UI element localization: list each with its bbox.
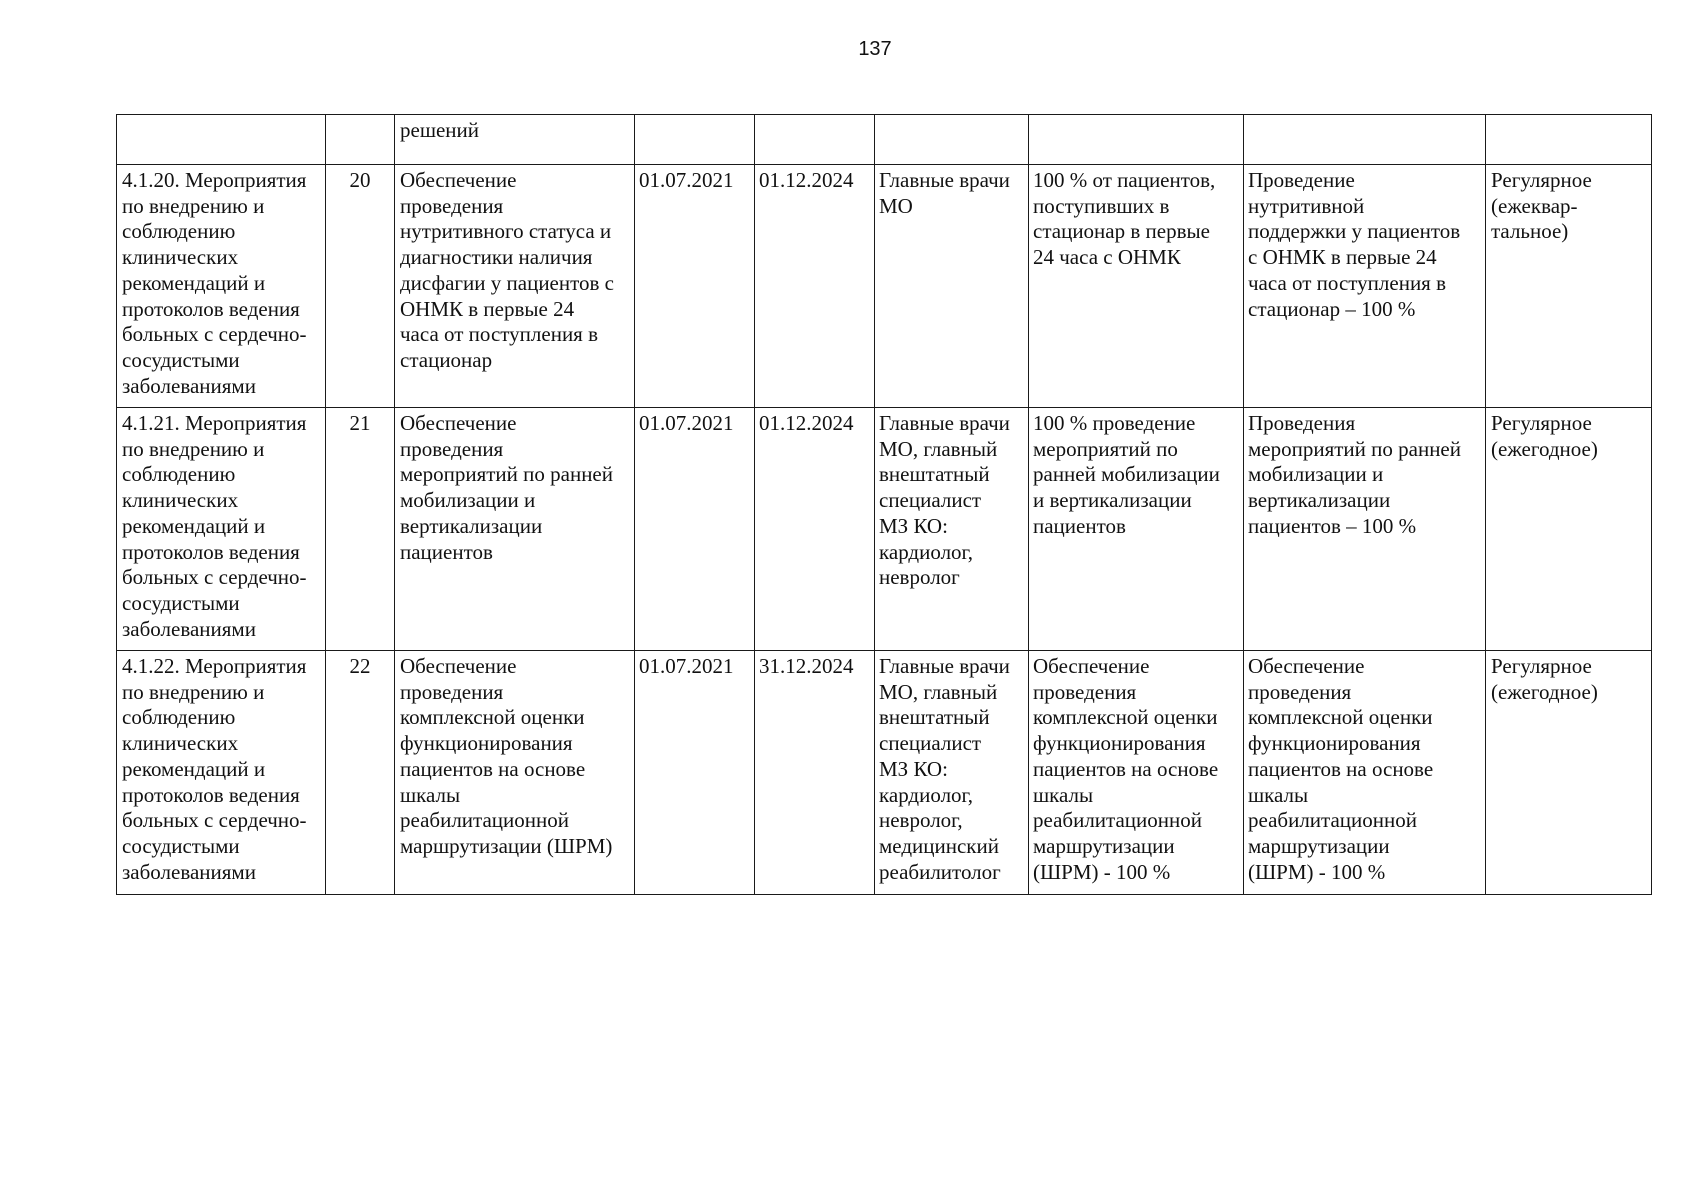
task-number-cell: 20 <box>326 165 395 408</box>
start-date-cell: 01.07.2021 <box>635 408 755 651</box>
result-cell: Обеспечение проведения комплексной оценки функционирования пациентов на основе шкалы реабилитационной маршрутизации (ШРМ) - 100 % <box>1244 651 1486 895</box>
task-number-cell: 21 <box>326 408 395 651</box>
task-name-cell: 4.1.20. Мероприятия по внедрению и соблюдению клинических рекомендаций и протоколов ведения больных с сердечно- сосудистыми заболеваниями <box>117 165 326 408</box>
periodicity-cell: Регулярное (ежегодное) <box>1486 651 1652 895</box>
result-cell: Проведение нутритивной поддержки у пациентов с ОНМК в первые 24 часа от поступления в стационар – 100 % <box>1244 165 1486 408</box>
indicator-cell <box>1029 115 1244 165</box>
executors-cell: Главные врачи МО <box>875 165 1029 408</box>
activities-table <box>116 114 1652 895</box>
task-name-cell: 4.1.21. Мероприятия по внедрению и соблюдению клинических рекомендаций и протоколов ведения больных с сердечно- сосудистыми заболеваниями <box>117 408 326 651</box>
task-description-cell: решений <box>395 115 635 165</box>
executors-cell: Главные врачи МО, главный внештатный специалист МЗ КО: кардиолог, невролог, медицинский реабилитолог <box>875 651 1029 895</box>
result-cell <box>1244 115 1486 165</box>
start-date-cell <box>635 115 755 165</box>
end-date-cell: 31.12.2024 <box>755 651 875 895</box>
indicator-cell: 100 % проведение мероприятий по ранней мобилизации и вертикализации пациентов <box>1029 408 1244 651</box>
executors-cell: Главные врачи МО, главный внештатный специалист МЗ КО: кардиолог, невролог <box>875 408 1029 651</box>
end-date-cell <box>755 115 875 165</box>
indicator-cell: Обеспечение проведения комплексной оценки функционирования пациентов на основе шкалы реабилитационной маршрутизации (ШРМ) - 100 % <box>1029 651 1244 895</box>
task-description-cell: Обеспечение проведения мероприятий по ранней мобилизации и вертикализации пациентов <box>395 408 635 651</box>
periodicity-cell <box>1486 115 1652 165</box>
executors-cell <box>875 115 1029 165</box>
start-date-cell: 01.07.2021 <box>635 165 755 408</box>
task-name-cell: 4.1.22. Мероприятия по внедрению и соблюдению клинических рекомендаций и протоколов ведения больных с сердечно- сосудистыми заболеваниями <box>117 651 326 895</box>
result-cell: Проведения мероприятий по ранней мобилизации и вертикализации пациентов – 100 % <box>1244 408 1486 651</box>
task-number-cell <box>326 115 395 165</box>
page-number: 137 <box>858 38 892 60</box>
task-description-cell: Обеспечение проведения комплексной оценки функционирования пациентов на основе шкалы реабилитационной маршрутизации (ШРМ) <box>395 651 635 895</box>
end-date-cell: 01.12.2024 <box>755 408 875 651</box>
periodicity-cell: Регулярное (ежегодное) <box>1486 408 1652 651</box>
task-description-cell: Обеспечение проведения нутритивного статуса и диагностики наличия дисфагии у пациентов с ОНМК в первые 24 часа от поступления в стационар <box>395 165 635 408</box>
task-number-cell: 22 <box>326 651 395 895</box>
table-row <box>117 115 1652 165</box>
table-row <box>117 165 1652 408</box>
table-row <box>117 408 1652 651</box>
end-date-cell: 01.12.2024 <box>755 165 875 408</box>
table-row <box>117 651 1652 895</box>
periodicity-cell: Регулярное (ежеквар- тальное) <box>1486 165 1652 408</box>
indicator-cell: 100 % от пациентов, поступивших в стационар в первые 24 часа с ОНМК <box>1029 165 1244 408</box>
start-date-cell: 01.07.2021 <box>635 651 755 895</box>
task-name-cell <box>117 115 326 165</box>
